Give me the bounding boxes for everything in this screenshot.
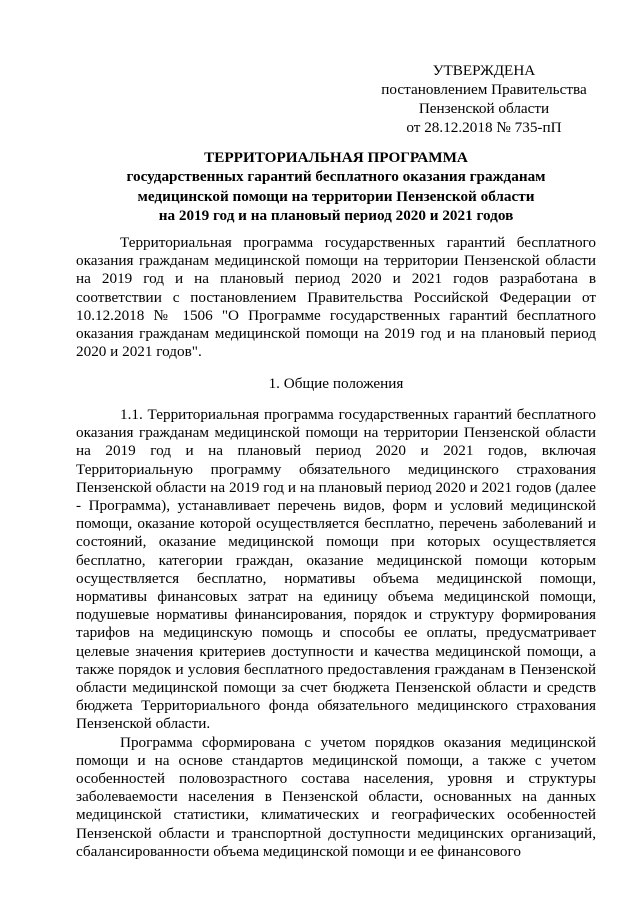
section-heading: 1. Общие положения — [268, 375, 404, 392]
title-line-2: государственных гарантий бесплатного оказания гражданам — [126, 168, 546, 186]
intro-section — [76, 234, 596, 361]
approval-line-decree: постановлением Правительства — [381, 81, 587, 98]
title-line-1: ТЕРРИТОРИАЛЬНАЯ ПРОГРАММА — [204, 149, 468, 166]
title-line-3: медицинской помощи на территории Пензенской области — [137, 187, 535, 205]
intro-paragraph: Территориальная программа государственных гарантий бесплатного оказания гражданам медицинской помощи на территории Пензенской области на 2019 год и на плановый период 2020 и 2021 годов разработана в соответствии с постановлением Правительства Российской Федерации от 10.12.2018 № 1506 "О Программе государственных гарантий бесплатного оказания гражданам медицинской помощи на 2019 год и на плановый период 2020 и 2021 годов". — [76, 234, 596, 361]
approval-line-date-number: от 28.12.2018 № 735-пП — [406, 119, 562, 136]
general-provisions-section — [76, 406, 596, 861]
approval-stamp — [340, 61, 628, 137]
title-line-4: на 2019 год и на плановый период 2020 и 2021 годов — [158, 206, 514, 224]
approval-line-region: Пензенской области — [418, 100, 550, 117]
document-title — [76, 148, 596, 225]
paragraph-program-formation: Программа сформирована с учетом порядков оказания медицинской помощи и на основе стандартов медицинской помощи, а также с учетом особенностей половозрастного состава населения, уровня и структуры заболеваемости населения в Пензенской области, основанных на данных медицинской статистики, климатических и географических особенностей Пензенской области и транспортной доступности медицинских организаций, сбалансированности объема медицинской помощи и ее финансового — [76, 733, 596, 860]
paragraph-1-1: 1.1. Территориальная программа государственных гарантий бесплатного оказания гражданам медицинской помощи на территории Пензенской области на 2019 год и на плановый период 2020 и 2021 годов, включая Территориальную программу обязательного медицинского страхования Пензенской области на 2019 год и на плановый период 2020 и 2021 годов (далее - Программа), устанавливает перечень видов, форм и условий медицинской помощи, оказание которой осуществляется бесплатно, перечень заболеваний и состояний, оказание медицинской помощи при которых осуществляется бесплатно, категории граждан, оказание медицинской помощи которым осуществляется бесплатно, нормативы объема медицинской помощи, нормативы финансовых затрат на единицу объема медицинской помощи, подушевые нормативы финансирования, порядок и структуру формирования тарифов на медицинскую помощь и способы ее оплаты, предусматривает целевые значения критериев доступности и качества медицинской помощи, а также порядок и условия бесплатного предоставления гражданам в Пензенской области медицинской помощи за счет бюджета Пензенской области и средств бюджета Территориального фонда обязательного медицинского страхования Пензенской области. — [76, 406, 596, 733]
approval-line-approved: УТВЕРЖДЕНА — [432, 62, 536, 79]
